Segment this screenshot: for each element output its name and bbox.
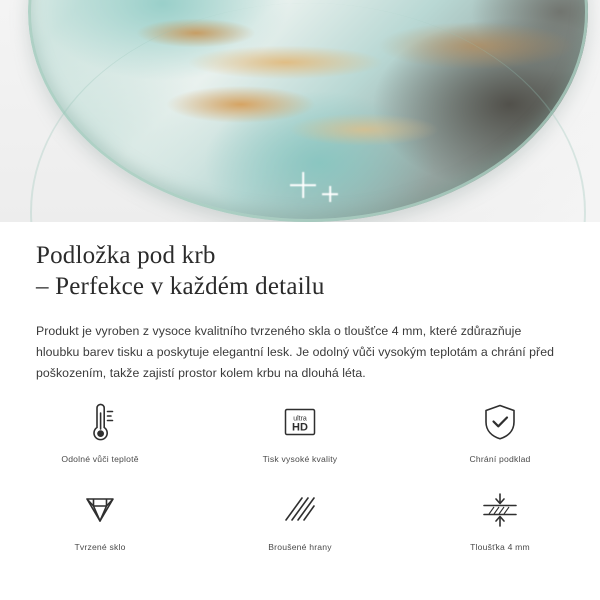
svg-text:HD: HD bbox=[292, 421, 308, 434]
feature-item-surface-protection bbox=[400, 392, 600, 464]
shield-check-icon bbox=[480, 400, 520, 444]
page-title bbox=[36, 222, 564, 302]
thermometer-icon bbox=[83, 400, 117, 444]
ultra-hd-icon bbox=[280, 400, 320, 444]
hero-image bbox=[0, 0, 600, 222]
feature-label: Broušené hrany bbox=[268, 542, 332, 552]
feature-item-temperature bbox=[0, 392, 200, 464]
polished-edges-icon bbox=[280, 488, 320, 532]
headline-line-2: – Perfekce v každém detailu bbox=[36, 273, 325, 300]
feature-label: Tisk vysoké kvality bbox=[262, 454, 338, 464]
headline-line-1: Podložka pod krb bbox=[36, 242, 216, 269]
product-description-text: Produkt je vyroben z vysoce kvalitního tvrzeného skla o tloušťce 4 mm, které zdůrazňuje hloubku barev tisku a poskytuje elegantní lesk. Je odolný vůči vysokým teplotám a chrání před poškozením, takže zajistí prostor kolem krbu na dlouhá léta. bbox=[36, 324, 554, 380]
diamond-icon bbox=[79, 488, 121, 532]
feature-item-print-quality bbox=[200, 392, 400, 464]
content-section bbox=[0, 222, 600, 384]
feature-label: Chrání podklad bbox=[469, 454, 531, 464]
svg-text:ultra: ultra bbox=[293, 415, 307, 423]
feature-item-tempered-glass bbox=[0, 480, 200, 552]
feature-label: Tvrzené sklo bbox=[74, 542, 126, 552]
feature-item-thickness bbox=[400, 480, 600, 552]
feature-label: Odolné vůči teplotě bbox=[61, 454, 139, 464]
thickness-icon bbox=[478, 488, 522, 532]
feature-label: Tloušťka 4 mm bbox=[470, 542, 530, 552]
feature-item-polished-edges bbox=[200, 480, 400, 552]
glass-mat-product-image bbox=[28, 0, 588, 222]
feature-grid bbox=[0, 392, 600, 568]
